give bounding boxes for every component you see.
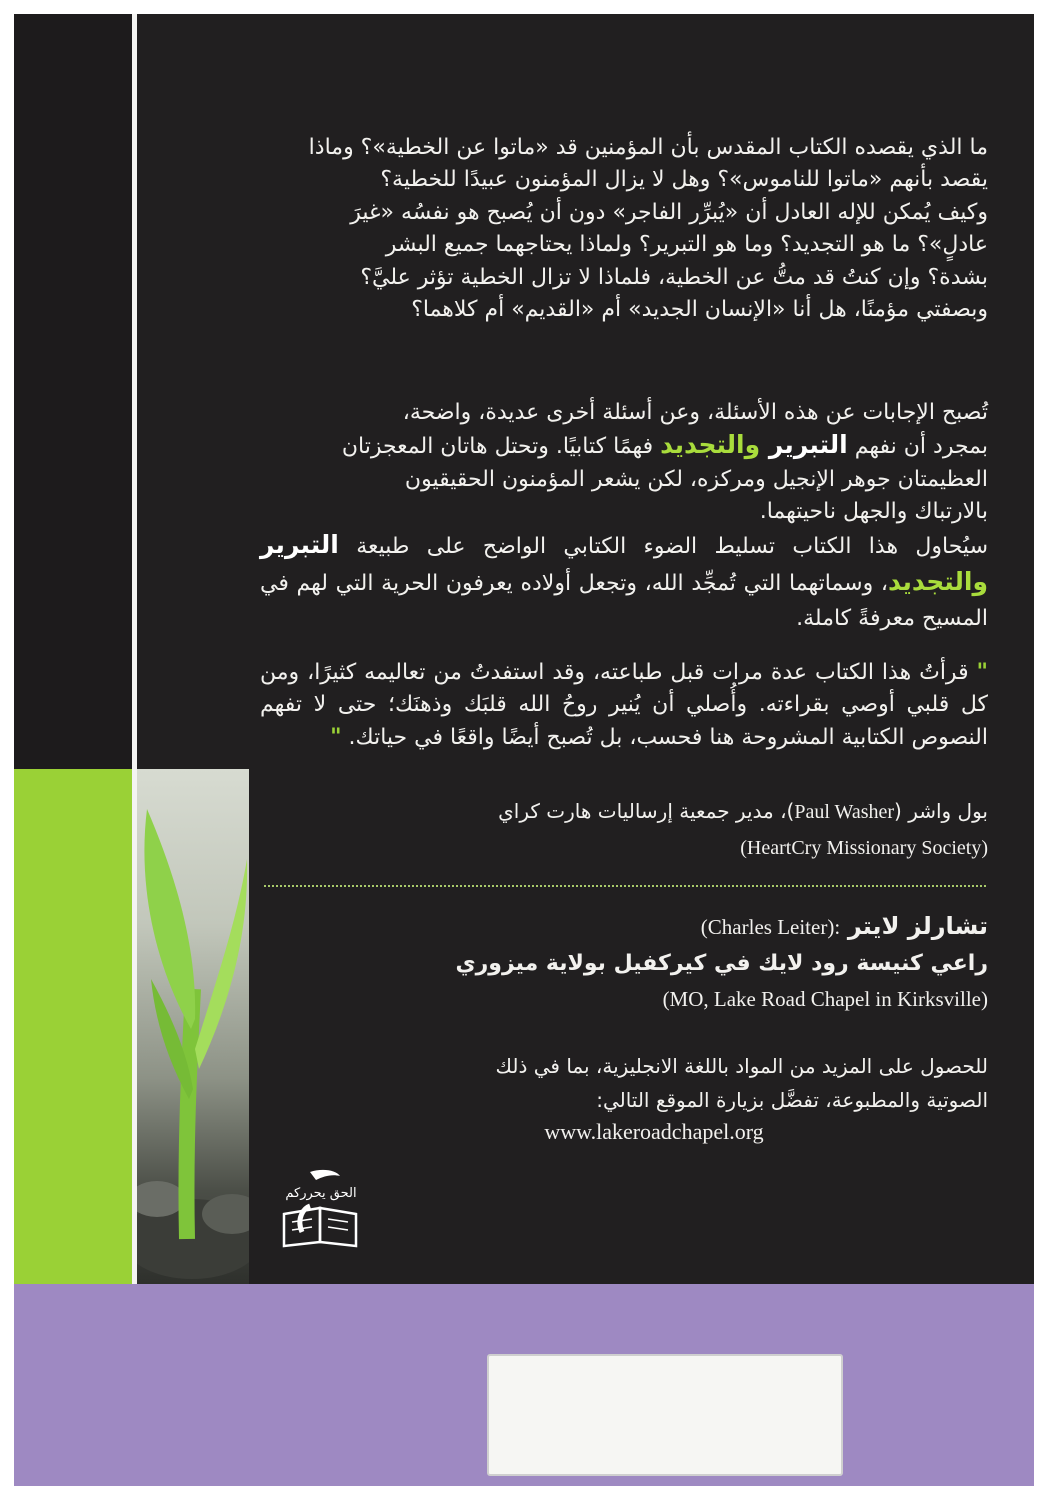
keyword-regeneration: التجديد: [888, 567, 973, 596]
sprout-illustration: [137, 769, 249, 1284]
close-quote-mark: ": [330, 724, 342, 750]
question-line: يقصد بأنهم «ماتوا للناموس»؟ وهل لا يزال المؤمنون عبيدًا للخطية؟: [380, 167, 988, 193]
answer-text: فهمًا كتابيًا. وتحتل هاتان المعجزتان: [341, 434, 661, 460]
publisher-slogan: الحق يحرركم: [285, 1186, 357, 1201]
author-role-ar: راعي كنيسة رود لايك في كيركفيل بولاية ميزوري: [455, 951, 988, 976]
green-color-band: [14, 769, 132, 1284]
author-ar: بول واشر (: [894, 799, 988, 823]
endorsement-text: قرأتُ هذا الكتاب عدة مرات قبل طباعته، وقد استفدتُ من تعاليمه كثيرًا، ومن كل قلبي أوصي بقراءته. وأُصلي أن يُنير روحُ الله قلبَك وذهنَك؛ حتى لا تفهم النصوص الكتابية المشروحة هنا فحسب، بل تُصبح أيضًا واقعًا في حياتك.: [260, 660, 988, 750]
book-logo-icon: [276, 1162, 366, 1252]
answer-line: تُصبح الإجابات عن هذه الأسئلة، وعن أسئلة أخرى عديدة، واضحة،: [402, 400, 988, 425]
book-back-cover: [14, 14, 1034, 1486]
question-line: وبصفتي مؤمنًا، هل أنا «الإنسان الجديد» أم «القديم» أم كلاهما؟: [411, 297, 988, 323]
keyword-conjunction: و: [744, 430, 769, 460]
org-en: (HeartCry Missionary Society): [740, 837, 988, 859]
more-line: للحصول على المزيد من المواد باللغة الانجليزية، بما في ذلك: [495, 1054, 988, 1078]
answer-line: بالارتباك والجهل ناحيتهما.: [759, 499, 988, 525]
answer-line-keywords: [260, 429, 988, 463]
endorsement-author: [260, 795, 988, 828]
website-link[interactable]: www.lakeroadchapel.org: [544, 1119, 764, 1144]
author-en: Paul Washer: [794, 801, 895, 823]
open-quote-mark: ": [976, 660, 988, 685]
keyword-conjunction: و: [972, 567, 988, 596]
price-sticker: [487, 1354, 843, 1476]
keyword-justification: التبرير: [260, 530, 339, 559]
question-line: ما الذي يقصده الكتاب المقدس بأن المؤمنين قد «ماتوا عن الخطية»؟ وماذا: [308, 135, 988, 160]
answer-paragraph-2: [260, 527, 988, 636]
question-line: عادلٍ»؟ ما هو التجديد؟ وما هو التبرير؟ ولماذا يحتاجهما جميع البشر: [385, 232, 988, 258]
author-block: [260, 908, 988, 1016]
author-role-ar: )، مدير جمعية إرساليات هارت كراي: [498, 799, 795, 823]
author-role-en: (MO, Lake Road Chapel in Kirksville): [662, 987, 988, 1011]
endorsement-quote: [260, 657, 988, 754]
more-line: الصوتية والمطبوعة، تفضَّل بزيارة الموقع التالي:: [596, 1088, 988, 1112]
dotted-divider: [264, 885, 986, 887]
author-name-ar: تشارلز لايتر: [847, 912, 988, 940]
keyword-regeneration: التجديد: [660, 430, 745, 460]
questions-paragraph: [260, 132, 988, 326]
answer-paragraph-1: [260, 397, 988, 529]
question-line: بشدة؟ وإن كنتُ قد متُّ عن الخطية، فلماذا لا تزال الخطية تؤثر عليَّ؟: [360, 264, 988, 290]
answer-text: بمجرد أن نفهم: [847, 434, 988, 460]
question-line: وكيف يُمكن للإله العادل أن «يُبرِّر الفاجر» دون أن يُصبح هو نفسُه «غيرَ: [350, 199, 988, 225]
author-name-en: (Charles Leiter):: [700, 915, 841, 939]
answer-text: سيُحاول هذا الكتاب تسليط الضوء الكتابي الواضح على طبيعة: [338, 534, 988, 559]
answer-text: ، وسماتهما التي تُمجِّد الله، وتجعل أولاده يعرفون الحرية التي لهم في المسيح معرفةً كاملة.: [260, 571, 988, 631]
endorsement-org: [260, 831, 988, 864]
more-resources: [260, 1049, 988, 1117]
publisher-logo: [276, 1162, 366, 1252]
answer-line: العظيمتان جوهر الإنجيل ومركزه، لكن يشعر المؤمنون الحقيقيون: [404, 466, 988, 492]
sprout-photo: [137, 769, 249, 1284]
keyword-justification: التبرير: [768, 430, 848, 460]
